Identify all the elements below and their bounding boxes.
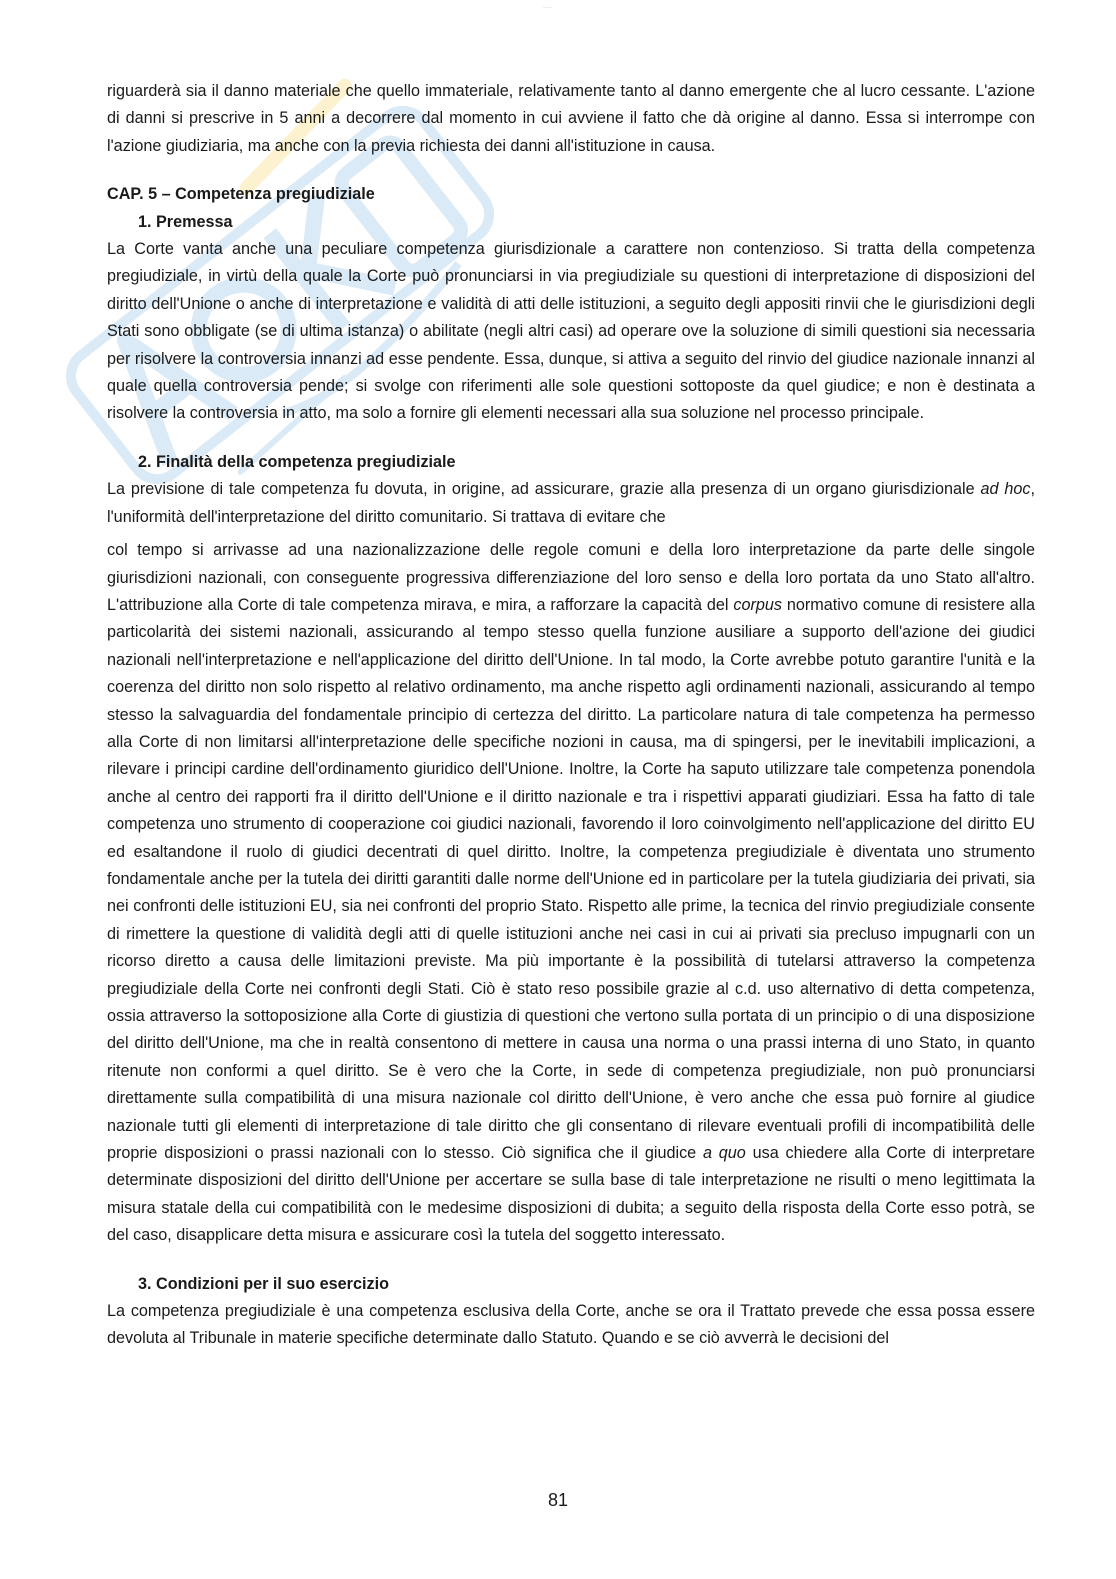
text-run: , l'uniformità dell'interpretazione del diritto comunitario. Si trattava di evitare che xyxy=(107,480,1035,526)
section-heading-condizioni: 3. Condizioni per il suo esercizio xyxy=(138,1274,389,1293)
document-body xyxy=(107,78,1035,1353)
page-number: 81 xyxy=(547,1490,569,1510)
chapter-title: CAP. 5 – Competenza pregiudiziale xyxy=(107,185,375,204)
text-run: normativo comune di resistere alla particolarità dei sistemi nazionali, assicurando al tempo stesso quella funzione ausiliare a supporto dell'azione dei giudici nazionali nell'interpretazione e nell'applicazione del diritto dell'Unione. In tal modo, la Corte avrebbe potuto garantire l'unità e la coerenza del diritto non solo rispetto al relativo ordinamento, ma anche rispetto agli ordinamenti nazionali, assicurando al tempo stesso la salvaguardia del fondamentale principio di certezza del diritto. La particolare natura di tale competenza ha permesso alla Corte di non limitarsi all'interpretazione delle specifiche nozioni in causa, ma di spingersi, per le inevitabili implicazioni, a rilevare i principi cardine dell'ordinamento giuridico dell'Unione. Inoltre, la Corte ha saputo utilizzare tale competenza ponendola anche al centro dei rapporti fra il diritto dell'Unione e il diritto nazionale e tra i rispettivi apparati giudiziari. Essa ha fatto di tale competenza uno strumento di cooperazione coi giudici nazionali, favorendo il loro coinvolgimento nell'applicazione del diritto EU ed esaltandone il ruolo di giudici decentrati di quel diritto. Inoltre, la competenza pregiudiziale è diventata uno strumento fondamentale anche per la tutela dei diritti garantiti dalle norme dell'Unione ed in particolare per la tutela giudiziaria dei privati, sia nei confronti delle istituzioni EU, sia nei confronti del proprio Stato. Rispetto alle prime, la tecnica del rinvio pregiudiziale consente di rimettere la questione di validità degli atti di quelle istituzioni anche nei casi in cui ai privati sia precluso impugnarli con un ricorso diretto a causa delle limitazioni previste. Ma più importante è la possibilità di tutelarsi attraverso la competenza pregiudiziale della Corte nei confronti degli Stati. Ciò è stato reso possibile grazie al c.d. uso alternativo di detta competenza, ossia attraverso la sottoposizione alla Corte di giustizia di questioni che vertono sulla portata di un principio o di una disposizione del diritto dell'Unione, ma che in realtà consentono di mettere in causa una norma o una prassi interna di uno Stato, in quanto ritenute non conformi a quel diritto. Se è vero che la Corte, in sede di competenza pregiudiziale, non può pronunciarsi direttamente sulla compatibilità di una misura nazionale col diritto dell'Unione, è vero anche che essa può fornire al giudice nazionale tutti gli elementi di interpretazione di tale diritto che gli consentano di rilevare eventuali profili di incompatibilità delle proprie disposizioni o prassi nazionali con lo stesso. Ciò significa che il giudice xyxy=(107,595,1035,1163)
italic-term-a-quo: a quo xyxy=(702,1144,746,1163)
text-run: col tempo si arrivasse ad una nazionalizzazione delle regole comuni e della loro interpretazione da parte delle singole giurisdizioni nazionali, con conseguente progressiva differenziazione del loro senso e della loro portata da uno Stato all'altro. L'attribuzione alla Corte di tale competenza mirava, e mira, a rafforzare la capacità del xyxy=(107,541,1035,614)
section-heading-premessa: 1. Premessa xyxy=(138,212,233,231)
section-paragraph-condizioni: La competenza pregiudiziale è una competenza esclusiva della Corte, anche se ora il Trattato prevede che essa possa essere devoluta al Tribunale in materie specifiche determinate dallo Statuto. Quando e se ciò avverrà le decisioni del xyxy=(107,1302,1035,1348)
italic-term-ad-hoc: ad hoc xyxy=(980,480,1031,499)
section-paragraph-finalita-a xyxy=(107,476,1035,531)
intro-paragraph: riguarderà sia il danno materiale che quello immateriale, relativamente tanto al danno emergente che al lucro cessante. L'azione di danni si prescrive in 5 anni a decorrere dal momento in cui avviene il fatto che dà origine al danno. Essa si interrompe con l'azione giudiziaria, ma anche con la previa richiesta dei danni all'istituzione in causa. xyxy=(107,82,1035,155)
header-mark: ........ xyxy=(543,4,552,9)
section-paragraph-finalita-b xyxy=(107,537,1035,1250)
text-run: usa chiedere alla Corte di interpretare determinate disposizioni del diritto dell'Unione per accertare se sulla base di tale interpretazione ne risulti o meno legittimata la misura statale della cui compatibilità con le medesime disposizioni di dubita; a seguito della risposta della Corte esso potrà, se del caso, disapplicare detta misura e assicurare così la tutela del soggetto interessato. xyxy=(107,1144,1035,1245)
section-heading-finalita: 2. Finalità della competenza pregiudiziale xyxy=(138,452,456,471)
section-paragraph-premessa: La Corte vanta anche una peculiare competenza giurisdizionale a carattere non contenzioso. Si tratta della competenza pregiudiziale, in virtù della quale la Corte può pronunciarsi in via pregiudiziale su questioni di interpretazione di disposizioni del diritto dell'Unione o anche di interpretazione e validità di atti delle istituzioni, a seguito degli appositi rinvii che le giurisdizioni degli Stati sono obbligate (se di ultima istanza) o abilitate (negli altri casi) ad operare ove la soluzione di simili questioni sia necessaria per risolvere la controversia innanzi ad esse pendente. Essa, dunque, si attiva a seguito del rinvio del giudice nazionale innanzi al quale quella controversia pende; si svolge con riferimenti alle sole questioni sottoposte da quel giudice; e non è destinata a risolvere la controversia in atto, ma solo a fornire gli elementi necessari alla sua soluzione nel processo principale. xyxy=(107,240,1035,423)
text-run: La previsione di tale competenza fu dovuta, in origine, ad assicurare, grazie alla presenza di un organo giurisdizionale xyxy=(107,480,981,499)
italic-term-corpus: corpus xyxy=(733,595,783,614)
